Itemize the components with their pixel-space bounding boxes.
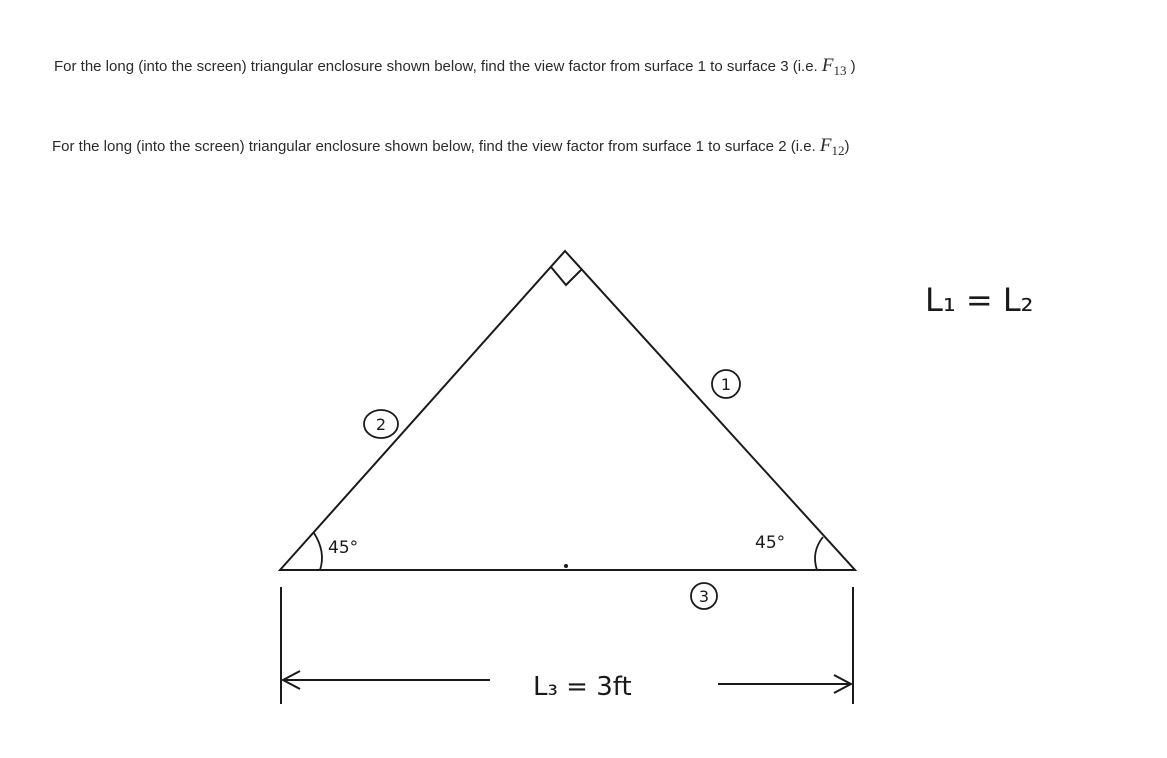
view-factor-symbol: F <box>819 135 832 156</box>
right-angle-label: 45° <box>755 533 786 553</box>
surface-3-number: 3 <box>698 587 710 606</box>
question-close: ) <box>844 138 850 155</box>
view-factor-symbol: F <box>821 55 834 76</box>
surface-1-label <box>712 370 740 398</box>
right-angle-arc <box>815 537 823 570</box>
question-text: For the long (into the screen) triangular enclosure shown below, find the view factor from surface 1 to surface 3 (i.e. <box>54 58 822 75</box>
view-factor-subscript: 12 <box>831 143 845 158</box>
dimension-label: L₃ = 3ft <box>533 672 632 702</box>
surface-2-label <box>364 410 398 438</box>
right-angle-marker <box>551 267 581 285</box>
surface-2-number: 2 <box>375 415 387 434</box>
question-close: ) <box>846 58 856 75</box>
length-relation: L₁ = L₂ <box>925 281 1034 319</box>
question-text: For the long (into the screen) triangular enclosure shown below, find the view factor from surface 1 to surface 2 (i.e. <box>52 138 820 155</box>
view-factor-subscript: 13 <box>833 63 847 78</box>
base-midpoint-dot <box>564 564 568 568</box>
left-angle-arc <box>314 533 322 570</box>
triangle-outline <box>280 251 855 570</box>
surface-3-label <box>691 583 717 609</box>
left-angle-label: 45° <box>328 538 359 558</box>
surface-1-number: 1 <box>720 375 732 394</box>
